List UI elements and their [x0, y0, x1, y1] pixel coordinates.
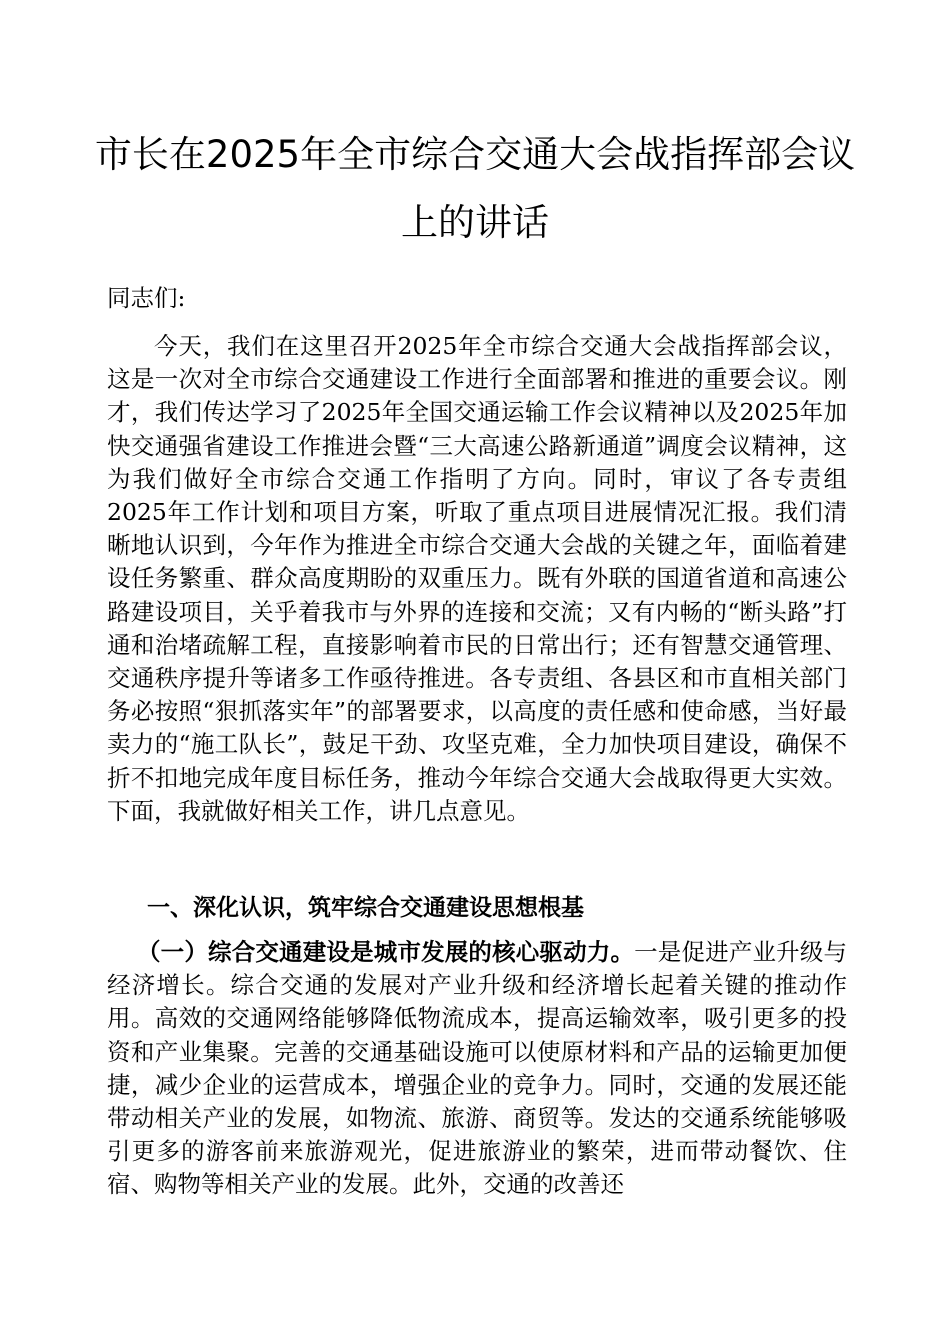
- section-heading-1: 一、深化认识，筑牢综合交通建设思想根基: [147, 895, 584, 921]
- paragraph-subsection-1: [107, 936, 847, 1202]
- paragraph-opening: 今天，我们在这里召开2025年全市综合交通大会战指挥部会议，这是一次对全市综合交通建设工作进行全面部署和推进的重要会议。刚才，我们传达学习了2025年全国交通运输工作会议精神以及2025年加快交通强省建设工作推进会暨“三大高速公路新通道”调度会议精神，这为我们做好全市综合交通工作指明了方向。同时，审议了各专责组2025年工作计划和项目方案，听取了重点项目进展情况汇报。我们清晰地认识到，今年作为推进全市综合交通大会战的关键之年，面临着建设任务繁重、群众高度期盼的双重压力。既有外联的国道省道和高速公路建设项目，关乎着我市与外界的连接和交流；又有内畅的“断头路”打通和治堵疏解工程，直接影响着市民的日常出行；还有智慧交通管理、交通秩序提升等诸多工作亟待推进。各专责组、各县区和市直相关部门务必按照“狠抓落实年”的部署要求，以高度的责任感和使命感，当好最卖力的“施工队长”，鼓足干劲、攻坚克难，全力加快项目建设，确保不折不扣地完成年度目标任务，推动今年综合交通大会战取得更大实效。下面，我就做好相关工作，讲几点意见。: [107, 332, 847, 825]
- document-title-line-2: 上的讲话: [401, 201, 549, 244]
- document-title-line-1: 市长在2025年全市综合交通大会战指挥部会议: [94, 133, 856, 176]
- subsection-1-lead: （一）综合交通建设是城市发展的核心驱动力。: [137, 938, 635, 966]
- greeting: 同志们:: [107, 284, 186, 312]
- subsection-1-text: 一是促进产业升级与经济增长。综合交通的发展对产业升级和经济增长起着关键的推动作用。高效的交通网络能够降低物流成本，提高运输效率，吸引更多的投资和产业集聚。完善的交通基础设施可以使原材料和产品的运输更加便捷，减少企业的运营成本，增强企业的竞争力。同时，交通的发展还能带动相关产业的发展，如物流、旅游、商贸等。发达的交通系统能够吸引更多的游客前来旅游观光，促进旅游业的繁荣，进而带动餐饮、住宿、购物等相关产业的发展。此外，交通的改善还: [107, 938, 848, 1199]
